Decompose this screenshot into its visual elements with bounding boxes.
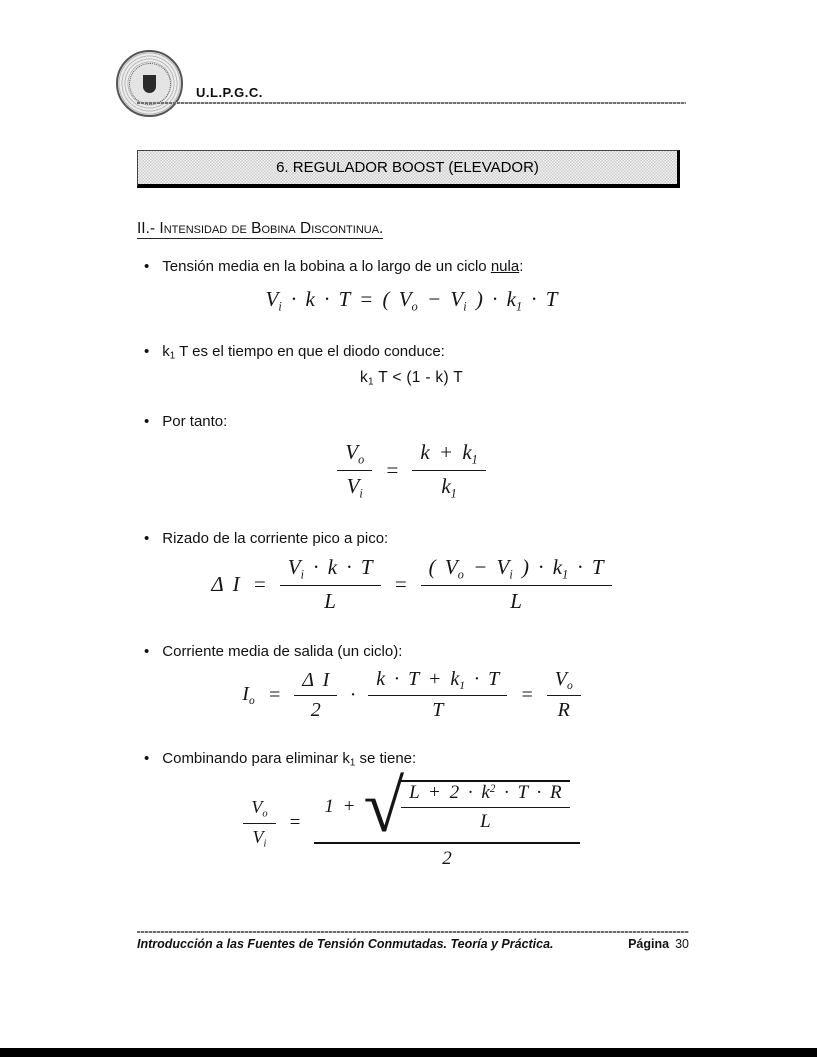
bullet-text: Corriente media de salida (un ciclo): bbox=[162, 643, 403, 660]
fraction-rhs: $\frac{k + k_1}{k_1}$ bbox=[412, 440, 485, 502]
underlined-word: nula bbox=[490, 258, 520, 275]
fraction-first: $\frac{\text{Δ I}}{2}$ bbox=[294, 669, 337, 722]
formula-expression: $k_1$ T < (1 - k) T bbox=[359, 369, 463, 388]
fraction-second: $\frac{k \cdot T + k_1 \cdot T}{T}$ bbox=[368, 668, 507, 722]
footer-book-title: Introducción a las Fuentes de Tensión Conmutadas. Teoría y Práctica. bbox=[137, 937, 554, 951]
equals-sign: = bbox=[267, 683, 282, 706]
fraction-second: $\frac{( V_o - V_i ) \cdot k_1 \cdot T}{L}$ bbox=[421, 555, 612, 614]
page-title: 6. REGULADOR BOOST (ELEVADOR) bbox=[276, 159, 539, 176]
seal-shield-icon bbox=[143, 75, 156, 93]
fraction-lhs: $\frac{V_o}{V_i}$ bbox=[243, 797, 275, 849]
formula-avg-output-current bbox=[137, 668, 686, 722]
section-heading bbox=[137, 220, 383, 238]
formula-current-ripple bbox=[137, 555, 686, 614]
footer-page bbox=[628, 937, 689, 951]
bullet-icon: • bbox=[144, 530, 150, 547]
bullet-item-por-tanto bbox=[144, 412, 689, 432]
main-numerator bbox=[314, 766, 579, 848]
bullet-text: Rizado de la corriente pico a pico: bbox=[162, 530, 389, 547]
fraction-third: $\frac{V_o}{R}$ bbox=[547, 668, 581, 722]
header-rule bbox=[137, 102, 686, 104]
footer-rule bbox=[137, 931, 689, 933]
formula-combined-ratio bbox=[137, 766, 686, 870]
fraction-lhs: $\frac{V_o}{V_i}$ bbox=[337, 440, 372, 502]
footer-page-number: 30 bbox=[675, 937, 689, 951]
io-term: $I_o$ bbox=[242, 683, 255, 708]
page-bottom-bar bbox=[0, 1048, 817, 1057]
radical-icon: √ bbox=[363, 766, 405, 848]
bullet-icon: • bbox=[144, 343, 150, 360]
footer-page-label: Página bbox=[628, 937, 670, 951]
formula-voltage-ratio bbox=[137, 440, 686, 502]
bullet-icon: • bbox=[144, 413, 150, 430]
bullet-item-combined bbox=[144, 749, 689, 770]
formula-diode-conduction bbox=[137, 369, 686, 388]
formula-coil-voltage-balance bbox=[137, 287, 686, 314]
radicand-fraction: $\frac{L + 2 \cdot k^2 \cdot T \cdot R}{L}$ bbox=[401, 780, 570, 833]
equals-sign: = bbox=[385, 458, 400, 483]
main-denominator: 2 bbox=[314, 842, 579, 870]
formula-expression: $V_i \cdot k \cdot T$ = ( $V_o - V_i$ ) · $k_1 \cdot T$ bbox=[265, 287, 558, 314]
delta-i-term: Δ I bbox=[211, 572, 240, 597]
bullet-item-ripple bbox=[144, 529, 689, 549]
seal-inner-ring bbox=[129, 63, 171, 105]
university-seal-logo bbox=[116, 50, 183, 117]
fraction-first: $\frac{V_i \cdot k \cdot T}{L}$ bbox=[280, 555, 381, 614]
main-fraction bbox=[314, 766, 579, 870]
equals-sign: = bbox=[393, 572, 408, 597]
one-plus-term: 1 + bbox=[324, 796, 356, 817]
bullet-text: $k_1$ T es el tiempo en que el diodo conduce: bbox=[162, 343, 445, 362]
square-root bbox=[363, 766, 569, 848]
bullet-icon: • bbox=[144, 258, 150, 275]
bullet-item-avg-current bbox=[144, 642, 689, 662]
bullet-item-coil-voltage bbox=[144, 257, 689, 277]
equals-sign: = bbox=[520, 683, 534, 706]
bullet-item-diode-time bbox=[144, 342, 689, 363]
equals-sign: = bbox=[252, 572, 267, 597]
bullet-text: Tensión media en la bobina a lo largo de un ciclo nula: bbox=[162, 258, 524, 275]
footer bbox=[137, 937, 689, 951]
times-dot: · bbox=[350, 683, 356, 706]
title-bar bbox=[137, 150, 680, 188]
bullet-text: Combinando para eliminar $k_1$ se tiene: bbox=[162, 750, 417, 769]
bullet-icon: • bbox=[144, 643, 150, 660]
bullet-icon: • bbox=[144, 750, 150, 767]
section-heading-text: II.- Intensidad de Bobina Discontinua. bbox=[137, 220, 384, 237]
equals-sign: = bbox=[288, 812, 302, 833]
org-name: U.L.P.G.C. bbox=[196, 85, 263, 100]
bullet-text: Por tanto: bbox=[162, 413, 228, 430]
